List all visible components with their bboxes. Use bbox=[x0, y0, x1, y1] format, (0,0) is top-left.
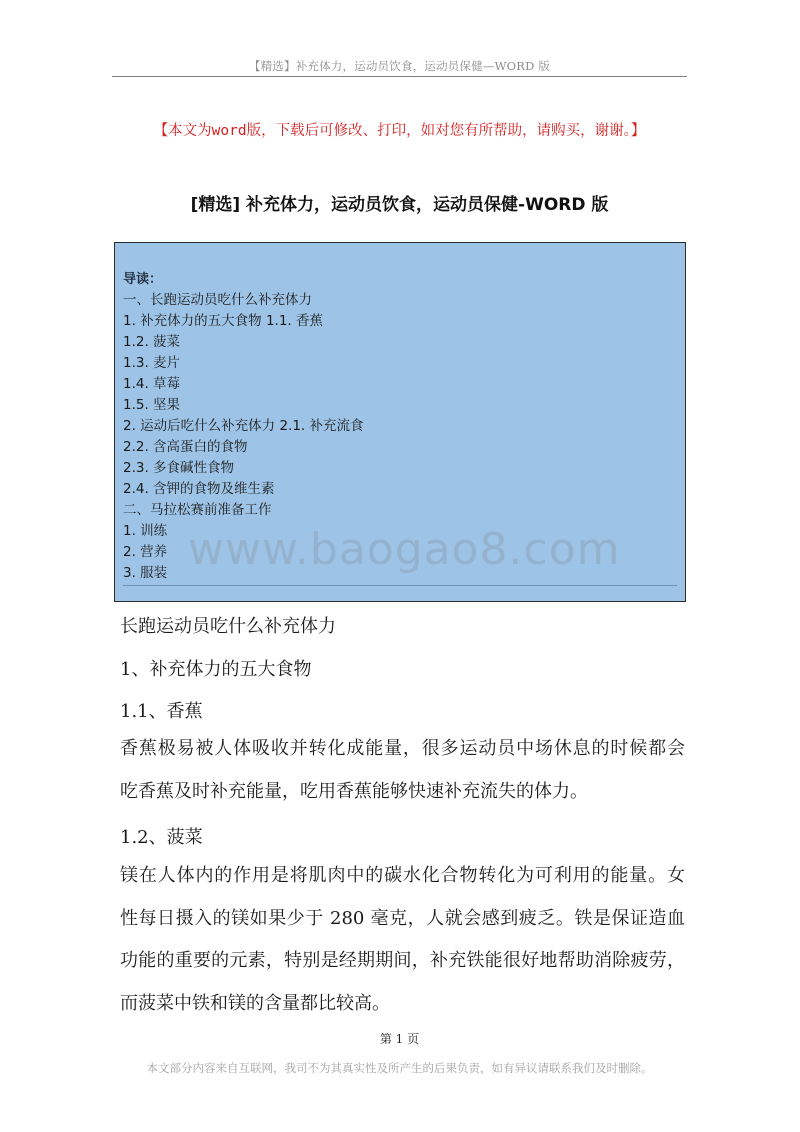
toc-item[interactable]: 2.3. 多食碱性食物 bbox=[123, 460, 235, 476]
paragraph-spinach bbox=[120, 855, 685, 1025]
toc-item[interactable]: 一、长跑运动员吃什么补充体力 bbox=[123, 292, 312, 308]
subsection-heading: 1、补充体力的五大食物 bbox=[120, 659, 312, 680]
running-header: 【精选】补充体力，运动员饮食，运动员保健—WORD 版 bbox=[248, 59, 551, 73]
footer-disclaimer: 本文部分内容来自互联网，我司不为其真实性及所产生的后果负责，如有异议请联系我们及时删除。 bbox=[146, 1061, 653, 1075]
paragraph-line: 功能的重要的元素，特别是经期期间，补充铁能很好地帮助消除疲劳， bbox=[120, 950, 685, 971]
toc-item[interactable]: 1.2. 菠菜 bbox=[123, 334, 181, 350]
toc-item[interactable]: 2.4. 含钾的食物及维生素 bbox=[123, 481, 275, 497]
paragraph-line: 而菠菜中铁和镁的含量都比较高。 bbox=[120, 992, 390, 1014]
toc-item[interactable]: 1. 补充体力的五大食物 1.1. 香蕉 bbox=[123, 313, 324, 329]
toc-item[interactable]: 1.3. 麦片 bbox=[123, 355, 181, 371]
toc-item[interactable]: 1.5. 坚果 bbox=[123, 397, 181, 413]
toc-bottom-divider bbox=[123, 585, 677, 586]
toc-item[interactable]: 3. 服装 bbox=[123, 565, 168, 581]
document-title: [精选] 补充体力，运动员饮食，运动员保健-WORD 版 bbox=[190, 195, 609, 215]
section-heading: 长跑运动员吃什么补充体力 bbox=[120, 616, 336, 637]
toc-item[interactable]: 1.4. 草莓 bbox=[123, 376, 181, 392]
watermark: www.baogao8.com bbox=[188, 524, 621, 575]
paragraph-banana bbox=[120, 728, 685, 813]
toc-heading: 导读： bbox=[123, 272, 163, 287]
purchase-notice: 【本文为word版，下载后可修改、打印，如对您有所帮助，请购买，谢谢。】 bbox=[153, 123, 646, 139]
paragraph-line: 性每日摄入的镁如果少于 280 毫克，人就会感到疲乏。铁是保证造血 bbox=[120, 907, 685, 929]
toc-item[interactable]: 2. 运动后吃什么补充体力 2.1. 补充流食 bbox=[123, 418, 364, 434]
paragraph-line: 吃香蕉及时补充能量，吃用香蕉能够快速补充流失的体力。 bbox=[120, 780, 588, 802]
paragraph-line: 香蕉极易被人体吸收并转化成能量，很多运动员中场休息的时候都会 bbox=[120, 738, 685, 759]
toc-item[interactable]: 2. 营养 bbox=[123, 544, 168, 560]
page-number: 第 1 页 bbox=[379, 1032, 420, 1046]
paragraph-line: 镁在人体内的作用是将肌肉中的碳水化合物转化为可利用的能量。女 bbox=[120, 865, 685, 886]
toc-item[interactable]: 二、马拉松赛前准备工作 bbox=[123, 502, 272, 518]
toc-item[interactable]: 1. 训练 bbox=[123, 523, 168, 539]
subsection-heading: 1.2、菠菜 bbox=[120, 827, 203, 848]
header-divider bbox=[112, 76, 687, 77]
subsection-heading: 1.1、香蕉 bbox=[120, 701, 203, 722]
toc-item[interactable]: 2.2. 含高蛋白的食物 bbox=[123, 439, 248, 455]
